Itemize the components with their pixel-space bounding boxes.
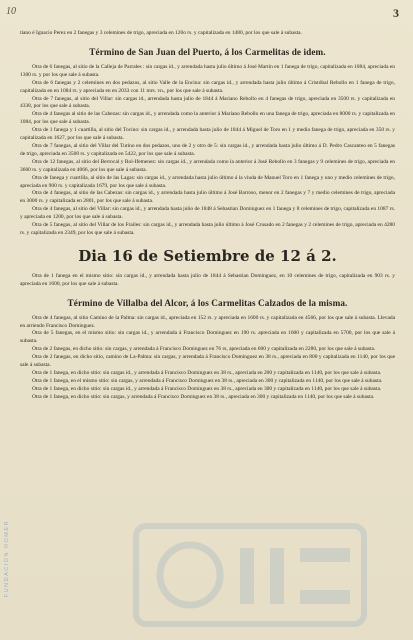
property-entry: Otra de 2 fanegas, en dicho sitio: sin cargas, y arrendada á Francisco Dominguez en 76 rs, apreciada en 600 y capitalizada en 2280, por los que sale á subasta. <box>32 346 376 353</box>
page-mark: 3 <box>393 6 399 20</box>
section-heading: Término de Villalba del Alcor, á los Carmelitas Calzados de la misma. <box>67 297 348 308</box>
property-entry: Otra de 1 fanega en el mismo sitio: sin cargas id., y arrendada hasta julio de 1844 á Sebastian Dominguez, en 10 celemines de trigo, capitalizada en 903 rs. y apreciada en 1600, por los que sale á subasta. <box>20 272 395 287</box>
property-entry: Otra de 1 fanega, en el mismo sitio: sin cargas, y arrendada á Francisco Dominguez en 38 rs., apreciada en 300 y capitalizada en 1140, por los que sale á subasta. <box>32 377 383 384</box>
archive-watermark-logo <box>130 520 370 630</box>
property-entry: Otra de fanega y cuartilla, al sitio de las Lagas: sin cargas id., y arrendada hasta julio último á la viuda de Manuel Toro en 1 fanega y uno y medio celemines de trigo, apreciada en 900 rs. y capitalizada 1679, por los que sale á subasta. <box>20 174 395 189</box>
property-entry: Otra de 4 fanegas al sitio de las Cabezas: sin cargas id., y arrendada como la anterior á Mariano Rebollo en una fanega de trigo, apreciada en 8000 rs. y capitalizada en 1084, por los que sale á subasta. <box>20 111 395 126</box>
property-entry: Otra de 4 fanegas, al sitio de las Cabezas: sin cargas id., y arrendada hasta julio último á José Barroso, menor en 2 fanegas y 7 y medio celemines de trigo, apreciada en 3000 rs. y capitalizada en 2801, por los que sale á subasta. <box>20 190 395 205</box>
property-entry: Otra de 12 fanegas, al sitio del Berrocal y Rol-Ifemenez: sin cargas id., y arrendada como la anterior á José Rebollo en 3 fanegas y 9 celemines de trigo, apreciada en 3600 rs. y capitalizada en 4066, por los que sale á subasta. <box>20 158 395 173</box>
document-body <box>20 30 395 402</box>
property-entry: Otra de 5 fanegas, en el mismo sitio: sin cargas id., y arrendada á Francisco Dominguez en 190 rs. apreciada en 1600 y capitalizada en 5700, por los que sale á subasta. <box>20 330 395 345</box>
property-entry: Otra de 6 fanegas, al sitio de la Calleja de Parrales : sin cargas id., y arrendada hasta julio último á José Martin en 1 fanega de trigo, capitalizada en 1084, apreciada en 1300 rs. y por los que sale á subasta. <box>20 63 395 78</box>
property-entry: tiano é Ignacio Perez en 2 fanegas y 3 celemines de trigo, apreciada en 120o rs. y capitalizada en 1480, por los que sale á subasta. <box>20 30 302 36</box>
date-heading: Dia 16 de Setiembre de 12 á 2. <box>78 246 337 265</box>
property-entry: Otra de 5 fanegas, al sitio del Villar de los Frailes: sin cargas id., y arrendada hasta julio último á José Crusado en 2 fanegas y 2 celemines de trigo, apreciada en 4280 rs. y capitalizada en 2349, por los que sale á subasta. <box>20 222 395 236</box>
property-entry: Otra de 4 fanegas, al sitio del Villar: sin cargas id., y arrendada hasta julio de 1848 á Sebastian Dominguez en 1 fanega y 8 celemines de trigo, capitalizada en 1087 rs. y apreciada en 1200, por los que sale á subasta. <box>20 206 395 221</box>
property-entry: Otra de 6 fanegas y 2 celemines en dos pedazos, al sitio Valle de la Encina: sin cargas id., y arrendada hasta julio último á Cristóbal Rebollo en 1 fanega de trigo, capitalizada en en 1084 rs. y apreciada en en 2033 con 11 mrs. vn., por los que sale á subasta. <box>20 79 395 94</box>
property-entry: Otra de 2 fanegas, en dicho sitio, camino de La-Palma: sin cargas, y arrendada á Francisco Dominguez en 38 rs., apreciada en 800 y capitalizada en 1140, por los que sale á subasta. <box>20 354 395 369</box>
property-entry: Otra de 7 fanegas, al sitio del Villar del Turino en dos pedazos, uno de 2 y otro de 5: sin cargas id., y arrendada hasta julio último á D. Pedro Cascanteo en 5 fanegas de trigo, apreciada en 3500 rs. y capitalizada en 5422, por los que sale á subasta. <box>20 142 395 157</box>
archive-side-stamp: FUNDACIÓN ROMER <box>4 520 10 598</box>
section-heading: Término de San Juan del Puerto, á los Carmelitas de idem. <box>89 46 326 57</box>
property-entry: Otra de 1 fanega, en dicho sitio: sin cargas id., y arrendada á Francisco Dominguez en 38 rs., apreciada en 200 y capitalizada en 1140, por los que sale á subasta. <box>32 370 382 376</box>
property-entry: Otra de 7 fanegas, al sitio del Villar: sin cargas id., arrendada hasta julio de 1844 á Mariano Rebollo en 4 fanegas de trigo, apreciada en 3500 rs. y capitalizada en 4338, por los que sale á subasta. <box>20 95 395 110</box>
property-entry: Otra de 1 fanega y 1 cuartilla, al sitio del Tocino: sin cargas id., y arrendada hasta julio de 1844 á Miguel de Toro en 1 y media fanega de trigo, apreciada en 350 rs. y capitalizada en 1627, por los que sale á subasta. <box>20 127 395 142</box>
property-entry: Otra de 4 fanegas, al sitio Camino de la Palma: sin cargas id., apreciada en 152 rs. y apreciada en 1600 rs. y capitalizada en 4566, por los que sale á subasta. Llevada en arriendo Francisco Dominguez. <box>20 314 395 329</box>
page-number: 10 <box>6 6 16 17</box>
property-entry: Otra de 1 fanega, en dicho sitio: sin cargas id., y arrendada á Francisco Dominguez en 38 rs., apreciada en 300 y capitalizada en 1140, por los que sale á subasta. <box>32 385 382 392</box>
property-entry: Otra de 1 fanega, en dicho sitio: sin cargas, y arrendada á Francisco Dominguez en 38 rs., apreciada en 300 y capitalizada en 1140, por los que sale á subasta. <box>32 393 375 400</box>
